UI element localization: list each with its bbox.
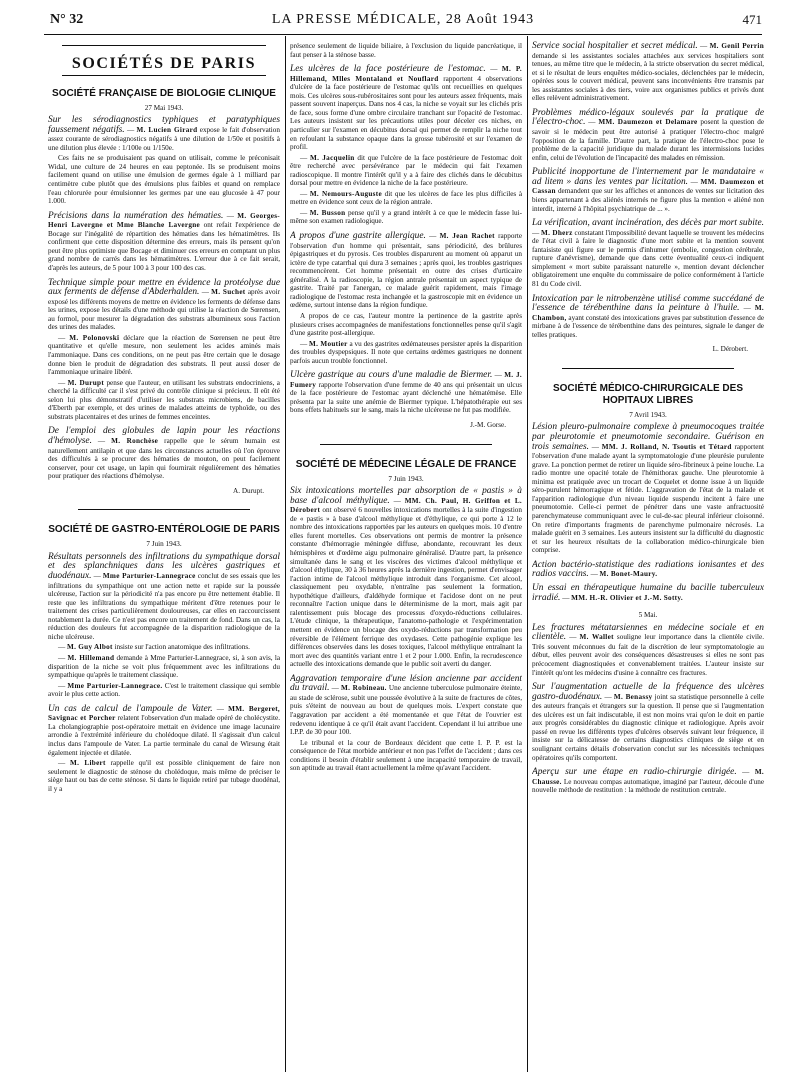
column-1 <box>48 40 280 1074</box>
article: Problèmes médico-légaux soulevés par la pratique de l'électro-choc. — MM. Daumezon et Delamare posent la question de savoir si le médecin peut être autorisé à pratiquer l'électro-choc malgré l'opposition de la famille. D'autre part, la pratique de l'électro-choc pose le problème de la capacité juridique du malade durant les intermissions lucides enfin, celui de l'évolution de l'incapacité des malades en rémission. <box>532 107 764 162</box>
society-heading: SOCIÉTÉ FRANÇAISE DE BIOLOGIE CLINIQUE <box>52 87 276 99</box>
session-date: 7 Juin 1943. <box>146 540 182 549</box>
discussion: — M. Guy Albot insiste sur l'action anatomique des infiltrations. <box>58 643 250 652</box>
session-date: 7 Avril 1943. <box>629 410 667 419</box>
article: Publicité inopportune de l'internement par le mandataire « ad litem » dans les ventes par licitation. — MM. Daumezon et Cassan demandent que sur les affiches et annonces de ventes sur licitation des biens appartenant à des aliénés internés ne figure plus la mention « aliéné non interdit, interné à l'hôpital psychiatrique de ... ». <box>532 167 764 213</box>
article: De l'emploi des globules de lapin pour les réactions d'hémolyse. — M. Ronchèse rappelle que le sérum humain est naturellement antilapin et que dans les circonstances actuelles où l'on éprouve des difficultés à se procurer des hématies de mouton, on peut facilement conserver, pour cet usage, un lapin qui fournirait régulièrement des hématies pour pratiquer des réactions d'hémolyse. <box>48 426 280 481</box>
session-date: 5 Mai. <box>638 611 658 620</box>
signature: A. Durupt. <box>233 486 264 495</box>
column-divider <box>527 36 528 1072</box>
session-date: 27 Mai 1943. <box>144 103 184 112</box>
section-separator <box>78 509 250 510</box>
section-separator <box>562 368 734 369</box>
article: Ulcère gastrique au cours d'une maladie de Biermer. — M. J. Fumery rapporte l'observation d'une femme de 40 ans qui présentait un ulcus de la face postérieure de l'estomac ayant déclenché une hématémèse. Elle présenta par la suite une anémie de Biermer typique. L'hépatothérapie eut ses bons effets habituels sur le sang, mais la niche ulcéreuse ne fut pas modifiée. <box>290 370 522 415</box>
session-date: 7 Juin 1943. <box>388 474 424 483</box>
article-paragraph: Le tribunal et la cour de Bordeaux décident que cette I. P. P. est la conséquence de l'état morbide antérieur et non pas l'effet de l'accident ; dans ces conditions il besoin d'établir seulement à une incapacité temporaire de travail, son aptitude au travail étant actuellement la même qu'avant l'accident. <box>290 738 522 773</box>
article: A propos d'une gastrite allergique. — M. Jean Rachet rapporte l'observation d'un homme qui présentait, sans périodicité, des brûlures épigastriques et du pyrosis. Ces troubles disparurent au moment où apparut un ictère de type catarrhal qui dura 3 semaines ; après quoi, les troubles gastriques recommencèrent. Cet homme présentait en outre des crises d'urticaire généralisé. A la radioscopie, la région antrale présentait un aspect typique de gastrite. Traité par l'anergan, ce malade guérit rapidement, mais l'image radiologique de l'estomac resta inchangée et la gastroscopie mit en évidence un œdème, surtout intense dans la région fundique. <box>290 230 522 310</box>
article: Aggravation temporaire d'une lésion ancienne par accident du travail. — M. Robineau. Une ancienne tuberculose pulmonaire éteinte, au stade de sclérose, subit une poussée évolutive à la suite de fractures de côtes, puis s'éteint de nouveau au bout de quelques mois. L'expert constate que l'aggravation par accident a été momentanée et que l'état de l'ouvrier est redevenu identique à ce qu'il était avant l'accident. Cependant il lui attribue une I.P.P. de 30 pour 100. <box>290 673 522 737</box>
article: Les fractures métatarsiennes en médecine sociale et en clientèle. — M. Wallet souligne leur importance dans la clientèle civile. Très souvent méconnues du fait de la discrétion de leur symptomatologie au début, elles peuvent avoir des conséquences désastreuses si elles ne sont pas précocement diagnostiquées et convenablement traitées. L'auteur insiste sur l'intérêt qu'ont les médecins d'usine à connaître ces fractures. <box>532 622 764 677</box>
article: Sur les sérodiagnostics typhiques et paratyphiques faussement négatifs. — M. Lucien Girard expose le fait d'observation assez courante de sérodiagnostics négatifs à une dilution de 1/50e et positifs à une dilution plus élevée : 1/100e ou 1/150e. <box>48 115 280 152</box>
page-number-right: 471 <box>742 12 762 27</box>
article: Aperçu sur une étape en radio-chirurgie dirigée. — M. Chausse. Le nouveau compas automatique, imaginé par l'auteur, découle d'une nouvelle méthode de restitution : la méthode de restitution centrale. <box>532 767 764 795</box>
article-paragraph: Ces faits ne se produisaient pas quand on utilisait, comme le préconisait Widal, une culture de 24 heures en eau peptonée. Ils se produisent moins facilement quand on utilise une émulsion de germes égale à 1 milliard par centimètre cube plutôt que des émulsions plus faibles et quand on remplace l'eau chlorurée pour émulsionner les germes par une eau glucosée à 47 pour 1.000. <box>48 154 280 206</box>
article: Intoxication par le nitrobenzène utilisé comme succédané de l'essence de térébenthine dans la peinture à l'huile. — M. Chambon, ayant constaté des intoxications graves par substitution d'essence de mirbane à de l'essence de térébenthine dans des peintures, signale le danger de telles pratiques. <box>532 293 764 339</box>
article: Technique simple pour mettre en évidence la protéolyse due aux ferments de défense d'Abderhalden. — M. Suchet après avoir exposé les différents moyens de mettre en évidence les ferments de défense dans les urines, expose les détails d'une méthode qui utilise la réaction de Sœrensen, au formol, pour mesurer la dégradation des substrats albumineux sous l'action des urines des malades. <box>48 277 280 332</box>
article: Résultats personnels des infiltrations du sympathique dorsal et des splanchniques dans les ulcères gastriques et duodénaux. — Mme Parturier-Lannegrace conclut de ses essais que les infiltrations du sympathique ont une action nette et rapide sur la poussée ulcéreuse, l'action sur la périodicité n'a pas encore pu être nettement établie. Il reste que les infiltrations du sympathique méritent d'être retenues pour le traitement des crises particulièrement douloureuses, car elles en raccourcissent notablement la durée. Ce n'est pas encore un traitement de fond. Dans un cas, la réduction des douleurs fut accompagnée de la disparition radiologique de la niche ulcéreuse. <box>48 551 280 641</box>
title-rule <box>62 75 266 76</box>
column-divider <box>285 36 286 1072</box>
main-title: SOCIÉTÉS DE PARIS <box>71 55 257 72</box>
article-paragraph: A propos de ce cas, l'auteur montre la pertinence de la gastrite après plusieurs crises accompagnées de manifestations fonctionnelles pense qu'il s'agit d'une gastrite post-allergique. <box>290 311 522 338</box>
journal-title: LA PRESSE MÉDICALE, 28 Août 1943 <box>271 12 535 27</box>
article: Service social hospitalier et secret médical. — M. Genil Perrin demande si les assistantes sociales attachées aux services hospitaliers sont tenues, au même titre que le médecin, à la stricte observation du secret médical, et si le résultat de leurs enquêtes médico-sociales, déclenchées par le médecin, opérées sous le couvert médical, peuvent sans inconvénients être transmis par les assistantes sociales à des tiers, voire aux organismes publics et privés dont elles relèvent administrativement. <box>532 41 764 103</box>
society-heading: SOCIÉTÉ MÉDICO-CHIRURGICALE DES HOPITAUX LIBRES <box>552 382 743 406</box>
discussion: — M. Polonovski déclare que la réaction de Sœrensen ne peut être quantitative et qu'elle mesure, non seulement les acides aminés mais l'ammoniaque. Dans ces conditions, on ne peut pas être certain que le dosage donne bien le produit de dégradation des substrats. Il peut aussi doser de l'ammoniaque urinaire libéré. <box>48 333 280 377</box>
column-2 <box>290 40 522 1074</box>
discussion: — M. Busson pense qu'il y a grand intérêt à ce que le médecin fasse lui-même son examen radiologique. <box>290 208 522 226</box>
article: Six intoxications mortelles par absorption de « pastis » à base d'alcool méthylique. — MM. Ch. Paul, H. Griffon et L. Dérobert ont observé 6 nouvelles intoxications mortelles à la suite d'ingestion de « pastis » à base d'alcool méthylique et d'éthylique, ce qui porte à 12 le nombre des intoxications rapportées par les auteurs en quelques mois. 10 d'entre elles furent mortelles. Ces observations ont permis de montrer la présence constante d'hémorragie méningée diffuse, abondante, recouvrant les deux hémisphères et d'œdème aigu pulmonaire généralisé. D'autre part, la présence simultanée dans le sang et les viscères des victimes d'alcool méthylique et d'alcool éthylique, 30 à 36 heures après la dernière ingestion, permet d'envisager l'action intime de l'alcool méthylique introduit dans l'organisme. Cet alcool, classiquement peu oxydable, n'entraîne pas seulement la formation, hypothétique d'ailleurs, d'aldéhyde formique et l'acidose dont on ne peut reconnaître l'action unique dans le déterminisme de la mort, mais agit par ralentissement puis blocage des processus d'oxydo-réductions cellulaires. L'étude clinique, la thérapeutique, l'anatomo-pathologie et l'expérimentation mettent en évidence un blocage des oxydo-réductions par transformation peu réversible de l'élément ferrique des oxydases. Cette pathogénie explique les différences observées dans les doses toxiques, l'alcool méthylique entraînant la mort avec des quantités variant entre 1 et 2 pour 1.000. Enfin, la recrudescence actuelle des intoxications demande que le public soit averti du danger. <box>290 486 522 669</box>
section-separator <box>320 444 492 445</box>
page-number-left: N° 32 <box>50 12 84 27</box>
column-3 <box>532 40 764 1074</box>
discussion: — M. Durupt pense que l'auteur, en utilisant les substrats endocriniens, a cherché la difficulté car il s'est privé du contrôle clinique si précieux. Il eût été selon lui plus démonstratif d'utiliser les substrats microbiens, de bacilles d'Eberth par exemple, et des urines de malades atteints de typhoïde, ou des substrats placentaires et des urines de femmes enceintes. <box>48 378 280 421</box>
discussion: — Mme Parturier-Lannegrace. C'est le traitement classique qui semble avoir le plus cette action. <box>48 681 280 699</box>
article: Action bactério-statistique des radiations ionisantes et des radios vaccins. — M. Bonet-Maury. <box>532 559 764 580</box>
signature: L. Dérobert. <box>712 345 748 354</box>
article: Lésion pleuro-pulmonaire complexe à pneumocoques traitée par pleurotomie et pneumotomie secondaire. Guérison en trois semaines. — MM. J. Rolland, N. Tsoutis et Tétard rapportent l'observation d'une malade ayant la symptomatologie d'une pleurésie purulente grave. La ponction permet de retirer un liquide séro-fibrineux à peine louche. La radio montre une opacité totale de l'hémithorax gauche. Une pleurotomie à minima est pratiquée avec un trocart de Coquelet et donne issue à un liquide séro-purulent hémorragique et fétide. L'aggravation de l'état de la malade et l'apparition radiologique d'un niveau liquide suspendu incitent à faire une pneumotomie. Celle-ci permet de pénétrer dans une vaste anfractuosité parenchymateuse communiquant avec le cul-de-sac pleural inférieur cloisonné. On retire d'importants fragments de parenchyme pulmonaire nécrosés. La malade guérit en 3 semaines. Les auteurs insistent sur la difficulté du diagnostic et sur les heureux résultats de la collaboration médico-chirurgicale bien comprise. <box>532 422 764 555</box>
discussion: — M. Moutier a vu des gastrites œdémateuses persister après la disparition des troubles dyspepsiques. Il note que certains œdèmes gastriques ne donnent parfois aucun trouble fonctionnel. <box>290 339 522 365</box>
page-header <box>44 12 762 34</box>
discussion: — M. Libert rappelle qu'il est possible cliniquement de faire non seulement le diagnostic de sténose du cholédoque, mais même de préciser le siège haut ou bas de cette sténose. Si dans le liquide retiré par tubage duodénal, il y a <box>48 759 280 793</box>
discussion: — M. Jacquelin dit que l'ulcère de la face postérieure de l'estomac doit être recherché avec persévérance par le médecin qui fait l'examen radioscopique. Il montre l'intérêt qu'il y a à faire des clichés dans le décubitus dorsal pour mettre en évidence la niche de la face postérieure. <box>290 153 522 188</box>
article: Sur l'augmentation actuelle de la fréquence des ulcères gastro-duodénaux. — M. Benassy joint sa statistique personnelle à celle des auteurs français et étrangers sur la question. Il pense que si l'augmentation des ulcères est un fait indiscutable, il est non moins vrai qu'on le doit en partie aux progrès considérables du diagnostic clinique et radiologique. Après avoir passé en revue les différents types d'ulcères observés suivant leur fréquence, il insiste sur la délicatesse de certains diagnostics cliniques de siège et en soulignant certains détails d'observation conclut sur les nécessités techniques opératoires qu'ils comportent. <box>532 682 764 762</box>
discussion: — M. Hillemand demande à Mme Parturier-Lannegrace, si, à son avis, la disparition de la niche se voit plus fréquemment avec les infiltrations du sympathique qu'après le traitement classique. <box>48 654 280 680</box>
society-heading: SOCIÉTÉ DE MÉDECINE LÉGALE DE FRANCE <box>295 458 517 470</box>
article: Précisions dans la numération des hématies. — M. Georges-Henri Lavergne et Mme Blanche Lavergne ont refait l'expérience de Bocage sur l'inégalité de répartition des hématies dans les hématimètres. Ils confirment que cette disposition détermine des erreurs, mais ils pensent qu'on peut être plus optimiste que Bocage et diminuer ces erreurs en comptant un plus grand nombre de carrés dans les hématimètres. L'erreur due à ce fait serait, d'après les auteurs, de 5 pour 100 à 3 pour 100 des cas. <box>48 210 280 272</box>
signature: J.-M. Gorse. <box>470 421 506 430</box>
society-heading: SOCIÉTÉ DE GASTRO-ENTÉROLOGIE DE PARIS <box>48 524 280 536</box>
article-continuation: présence seulement de liquide biliaire, à l'exclusion du liquide pancréatique, il faut penser à la sténose basse. <box>290 42 522 59</box>
article: La vérification, avant incinération, des décès par mort subite. — M. Dherz constatant l'impossibilité devant laquelle se trouvent les médecins de l'état civil à faire le diagnostic d'une mort subite et la mention souvent fantaisiste qui figure sur le permis d'inhumer (embolie, congestion cérébrale, rupture d'anévrisme), demande que dans cette éventualité ceux-ci indiquent simplement « mort subite paraissant naturelle », mention devant déclencher obligatoirement une enquête du commissaire de police conformément à l'article 81 du Code civil. <box>532 218 764 288</box>
header-rule <box>44 34 762 35</box>
article: Un essai en thérapeutique humaine du bacille tuberculeux irradié. — MM. H.-R. Olivier et J.-M. Sotty. <box>532 582 764 603</box>
article: Les ulcères de la face postérieure de l'estomac. — M. P. Hillemand, Mlles Montaland et Nouflard rapportent 4 observations d'ulcère de la face postérieure de l'estomac qu'ils ont recueillies en quelques mois. Ces ulcères sous-rubérositaires sont pour les auteurs assez fréquents, mais passent souvent inaperçus. Dans nos 4 cas, la niche se voyait sur les clichés pris de face, sous forme d'une ombre circulaire tranchant sur l'opacité de l'estomac. Les auteurs insistent sur les précautions utiles pour déceler ces niches, en particulier sur l'examen en décubitus dorsal qui permet de remplir la niche tout en refoulant la substance opaque dans la grosse tubérosité et sur l'examen de profil. <box>290 64 522 152</box>
article: Un cas de calcul de l'ampoule de Vater. — MM. Bergeret, Savignac et Porcher relatent l'observation d'un malade opéré de cholécystite. La cholangiographie post-opératoire mettait en évidence une image lacunaire arrondie à l'extrémité inférieure du cholédoque dilaté. Il s'agissait d'un calcul inclus dans l'ampoule de Vater. La partie terminale du canal de Wirsung était également injectée et dilatée. <box>48 703 280 757</box>
discussion: — M. Nemours-Auguste dit que les ulcères de face les plus difficiles à mettre en évidence sont ceux de la région antrale. <box>290 189 522 207</box>
